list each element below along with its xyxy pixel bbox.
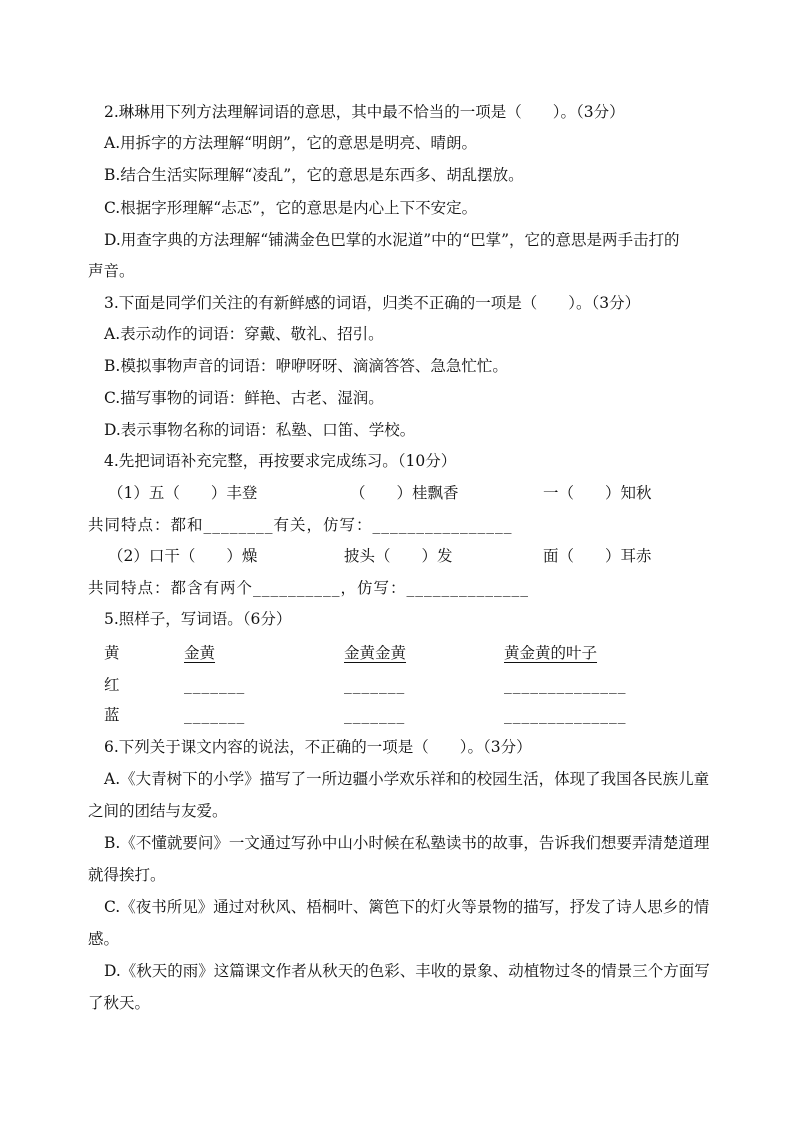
q5-answer-blank: _______ (184, 676, 246, 694)
question-6-option-c-cont: 感。 (88, 930, 120, 948)
question-3-option-c: C.描写事物的词语：鲜艳、古老、湿润。 (104, 389, 384, 407)
question-6-option-b: B.《不懂就要问》一文通过写孙中山小时候在私塾读书的故事，告诉我们想要弄清楚道理 (104, 834, 710, 852)
q5-answer-blank: _______ (184, 706, 246, 724)
question-2-option-c: C.根据字形理解“忐忑”，它的意思是内心上下不安定。 (104, 199, 478, 217)
question-6-option-d-cont: 了秋天。 (88, 994, 151, 1012)
q5-answer-blank: _______ (344, 676, 406, 694)
question-3-stem: 3.下面是同学们关注的有新鲜感的词语，归类不正确的一项是（ ）。（3分） (104, 294, 641, 312)
question-3-option-d: D.表示事物名称的词语：私塾、口笛、学校。 (104, 421, 416, 439)
q5-answer-blank: ______________ (504, 706, 627, 724)
q4-row2-word3: 面（ ）耳赤 (543, 547, 652, 565)
q4-row2-word2: 披头（ ）发 (344, 547, 453, 565)
question-3-option-a: A.表示动作的词语：穿戴、敬礼、招引。 (104, 325, 384, 343)
q4-row2-word1: （2）口干（ ）燥 (108, 547, 258, 565)
question-6-option-a-cont: 之间的团结与友爱。 (88, 802, 228, 820)
q4-feature-2: 共同特点：都含有两个__________，仿写：______________ (88, 579, 530, 597)
question-3-option-b: B.模拟事物声音的词语：咿咿呀呀、滴滴答答、急急忙忙。 (104, 357, 508, 375)
question-2-option-a: A.用拆字的方法理解“明朗”，它的意思是明亮、晴朗。 (104, 134, 477, 152)
q5-row-char: 黄 (104, 644, 120, 662)
q5-row-char: 红 (104, 676, 120, 694)
q4-row1-word2: （ ）桂飘香 (350, 484, 459, 502)
q4-feature-1: 共同特点：都和________有关，仿写：________________ (88, 516, 513, 534)
question-2-option-d: D.用查字典的方法理解“铺满金色巴掌的水泥道”中的“巴掌”，它的意思是两手击打的 (104, 231, 680, 249)
question-2-option-d-cont: 声音。 (88, 262, 135, 280)
question-6-option-b-cont: 就得挨打。 (88, 866, 166, 884)
question-6-option-c: C.《夜书所见》通过对秋风、梧桐叶、篱笆下的灯火等景物的描写，抒发了诗人思乡的情 (104, 898, 710, 916)
question-6-option-a: A.《大青树下的小学》描写了一所边疆小学欢乐祥和的校园生活，体现了我国各民族儿童 (104, 770, 710, 788)
q4-row1-word1: （1）五（ ）丰登 (108, 484, 258, 502)
question-6-stem: 6.下列关于课文内容的说法，不正确的一项是（ ）。（3分） (104, 738, 532, 756)
question-6-option-d: D.《秋天的雨》这篇课文作者从秋天的色彩、丰收的景象、动植物过冬的情景三个方面写 (104, 962, 710, 980)
q5-answer-blank: _______ (344, 706, 406, 724)
q4-row1-word3: 一（ ）知秋 (543, 484, 652, 502)
question-4-stem: 4.先把词语补充完整，再按要求完成练习。（10分） (104, 452, 457, 470)
q5-row-char: 蓝 (104, 706, 120, 724)
q5-example-word3: 黄金黄的叶子 (504, 644, 598, 662)
question-2-option-b: B.结合生活实际理解“凌乱”，它的意思是东西多、胡乱摆放。 (104, 166, 524, 184)
question-5-stem: 5.照样子，写词语。（6分） (104, 610, 292, 628)
q5-example-word2: 金黄金黄 (344, 644, 407, 662)
q5-example-word1: 金黄 (184, 644, 216, 662)
q5-answer-blank: ______________ (504, 676, 627, 694)
question-2-stem: 2.琳琳用下列方法理解词语的意思，其中最不恰当的一项是（ ）。（3分） (104, 103, 625, 121)
